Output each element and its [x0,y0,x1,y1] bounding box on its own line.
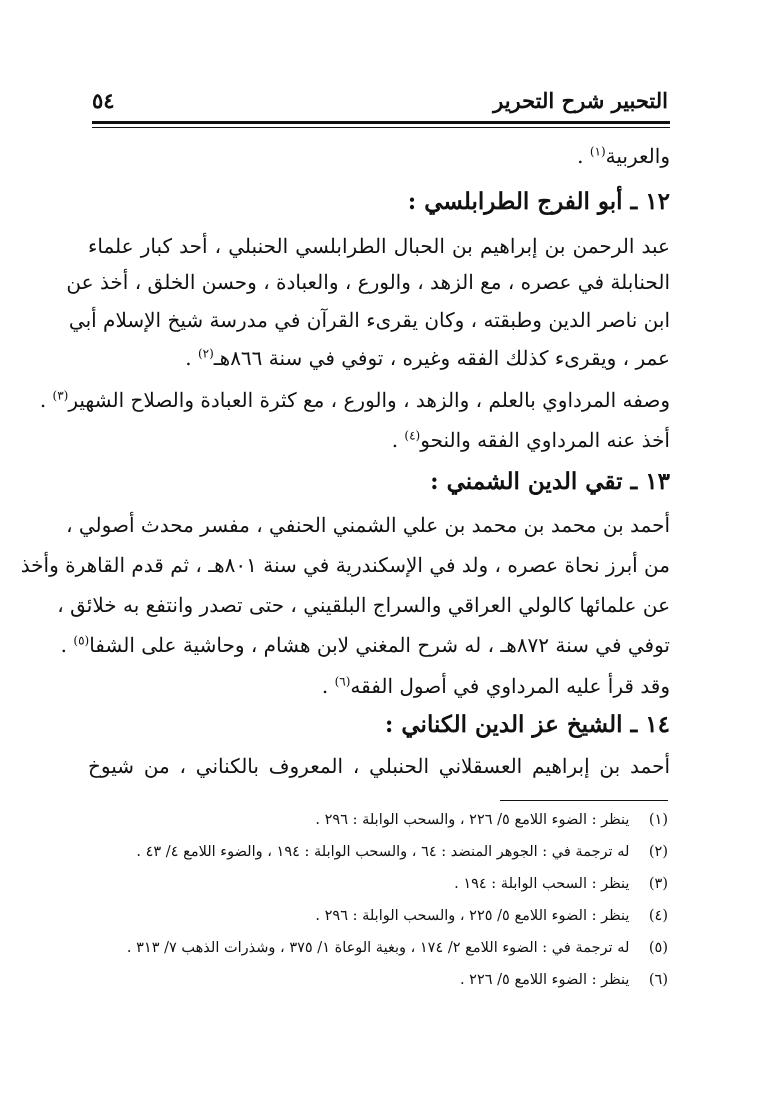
running-header [92,88,668,114]
body-line: الحنابلة في عصره ، مع الزهد ، والورع ، والعبادة ، وحسن الخلق ، أخذ عن [66,270,670,294]
body-line: والعربية$^{(١)}$ . [577,144,670,168]
footnote-number: (١) [648,812,668,828]
footnote-number: (٢) [648,844,668,860]
footnote: (٤) ينظر : الضوء اللامع ٥/ ٢٢٥ ، والسحب الوابلة : ٢٩٦ . [315,908,668,924]
body-line: وقد قرأ عليه المرداوي في أصول الفقه$^{(٦)}$ . [321,674,670,698]
header-rule-thick [92,121,670,124]
body-line: توفي في سنة ٨٧٢هـ ، له شرح المغني لابن هشام ، وحاشية على الشفا$^{(٥)}$ . [60,633,670,657]
footnote: (٦) ينظر : الضوء اللامع ٥/ ٢٢٦ . [459,972,668,988]
footnote-marker: (٤) [404,428,421,443]
footnote-number: (٤) [648,908,668,924]
footnote-marker: (٥) [73,633,90,648]
body-line: عمر ، ويقرىء كذلك الفقه وغيره ، توفي في سنة ٨٦٦هـ$^{(٢)}$ . [185,346,670,370]
section-heading: ١٢ ـ أبو الفرج الطرابلسي : [407,188,670,215]
footnote-marker: (٦) [334,674,351,689]
footnote-separator [500,800,668,801]
body-line: أخذ عنه المرداوي الفقه والنحو$^{(٤)}$ . [391,428,670,452]
body-line: عبد الرحمن بن إبراهيم بن الحبال الطرابلسي الحنبلي ، أحد كبار علماء [88,234,670,258]
footnote-number: (٣) [648,876,668,892]
footnote-number: (٦) [648,972,668,988]
section-heading: ١٣ ـ تقي الدين الشمني : [430,468,670,495]
body-line: من أبرز نحاة عصره ، ولد في الإسكندرية في سنة ٨٠١هـ ، ثم قدم القاهرة وأخذ [20,553,670,577]
body-line: عن علمائها كالولي العراقي والسراج البلقيني ، حتى تصدر وانتفع به خلائق ، [57,593,670,617]
footnote-number: (٥) [648,940,668,956]
section-heading: ١٤ ـ الشيخ عز الدين الكناني : [384,711,670,738]
footnote: (١) ينظر : الضوء اللامع ٥/ ٢٢٦ ، والسحب الوابلة : ٢٩٦ . [315,812,668,828]
body-line: أحمد بن إبراهيم العسقلاني الحنبلي ، المعروف بالكناني ، من شيوخ [88,754,670,778]
body-line: أحمد بن محمد بن محمد بن علي الشمني الحنفي ، مفسر محدث أصولي ، [66,513,670,537]
header-rule-thin [92,127,670,128]
footnote: (٣) ينظر : السحب الوابلة : ١٩٤ . [454,876,668,892]
footnote-marker: (٢) [197,346,214,361]
page-number: ٥٤ [92,88,115,113]
header-title: التحبير شرح التحرير [493,88,668,113]
body-line: ابن ناصر الدين وطبقته ، وكان يقرىء القرآن في مدرسة شيخ الإسلام أبي [68,308,670,332]
footnote-marker: (٣) [52,388,69,403]
footnote: (٢) له ترجمة في : الجوهر المنضد : ٦٤ ، والسحب الوابلة : ١٩٤ ، والضوء اللامع ٤/ ٤٣ . [136,844,668,860]
footnote-marker: (١) [589,144,606,159]
body-line: وصفه المرداوي بالعلم ، والزهد ، والورع ، مع كثرة العبادة والصلاح الشهير$^{(٣)}$ . [39,388,670,412]
footnote: (٥) له ترجمة في : الضوء اللامع ٢/ ١٧٤ ، وبغية الوعاة ١/ ٣٧٥ ، وشذرات الذهب ٧/ ٣١٣ . [126,940,668,956]
